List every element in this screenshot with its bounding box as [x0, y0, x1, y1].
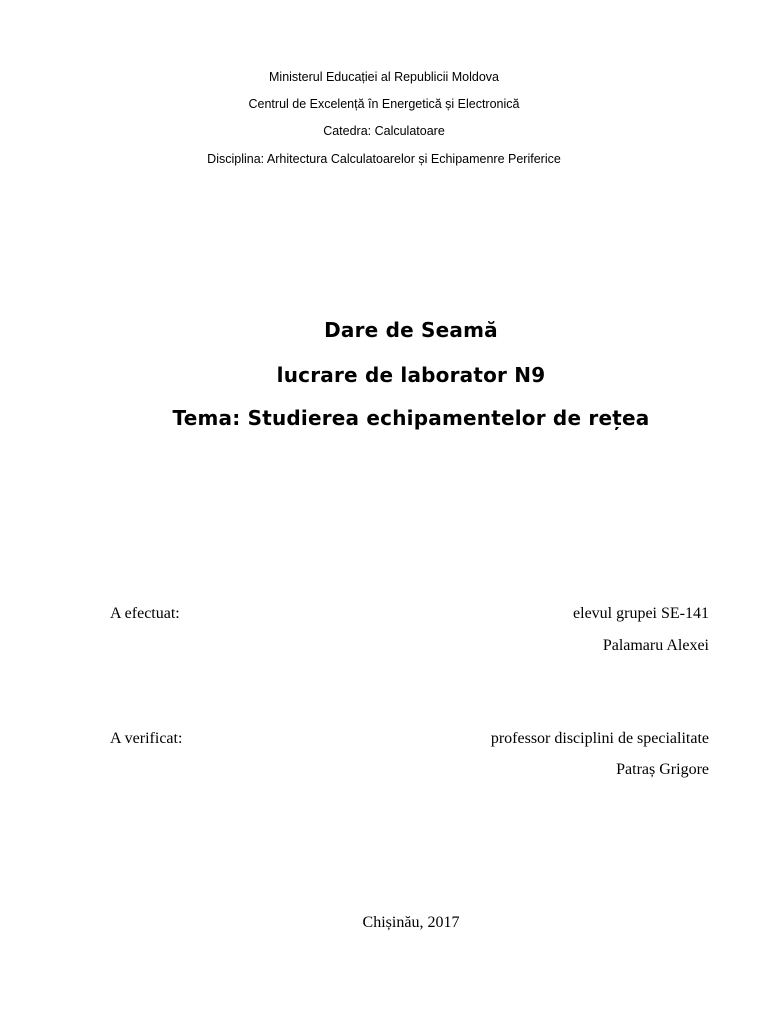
topic-title: Tema: Studierea echipamentelor de rețea [172, 406, 650, 430]
performed-name: Palamaru Alexei [602, 637, 709, 654]
department-line: Catedra: Calculatoare [323, 124, 445, 138]
performed-group: elevul grupei SE-141 [573, 605, 709, 622]
place-date: Chișinău, 2017 [362, 914, 460, 931]
discipline-line: Disciplina: Arhitectura Calculatoarelor și Echipamenre Periferice [207, 152, 561, 166]
verified-role: professor disciplini de specialitate [490, 730, 709, 747]
verified-name: Patraș Grigore [616, 761, 709, 778]
performed-label: A efectuat: [110, 605, 180, 622]
center-line: Centrul de Excelență în Energetică și Electronică [248, 97, 520, 111]
verified-label: A verificat: [110, 730, 183, 747]
report-title: Dare de Seamă [324, 318, 498, 342]
ministry-line: Ministerul Educației al Republicii Moldova [269, 70, 499, 84]
lab-work-title: lucrare de laborator N9 [276, 363, 546, 387]
